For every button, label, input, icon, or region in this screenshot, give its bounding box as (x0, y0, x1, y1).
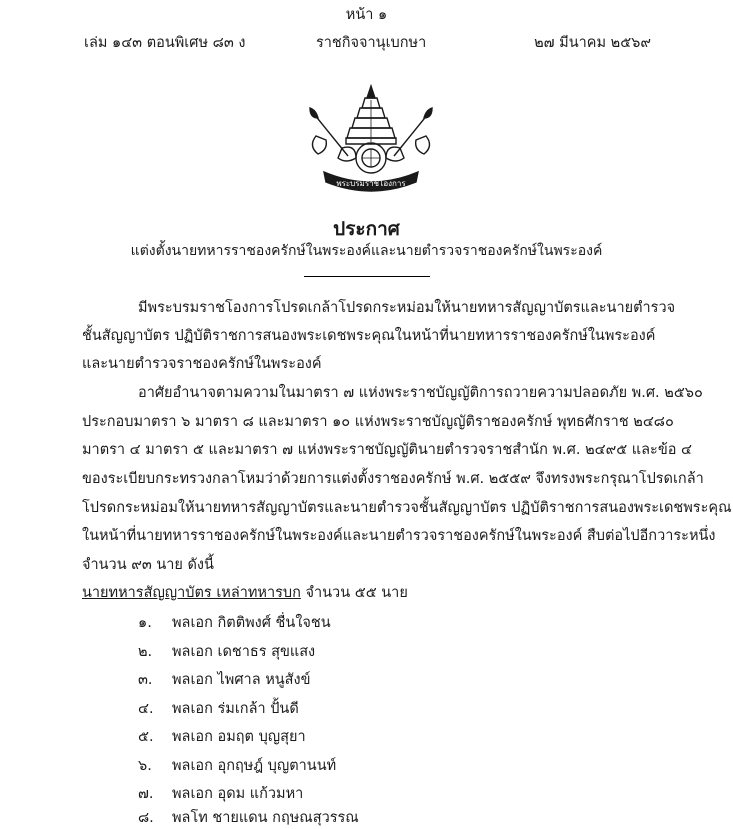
body-line: อาศัยอำนาจตามความในมาตรา ๗ แห่งพระราชบัญญัติการถวายความปลอดภัย พ.ศ. ๒๕๖๐ (138, 385, 703, 401)
page-number: หน้า ๑ (345, 7, 388, 23)
list-item (138, 754, 336, 777)
list-item-number: ๔. (138, 701, 154, 717)
list-item-number: ๗. (138, 786, 154, 802)
list-item-number: ๓. (138, 672, 153, 688)
officer-name: พลโท ชายแดน กฤษณสุวรรณ (172, 810, 359, 826)
body-line: มาตรา ๔ มาตรา ๕ และมาตรา ๗ แห่งพระราชบัญญัตินายตำรวจราชสำนัก พ.ศ. ๒๔๙๕ และข้อ ๔ (82, 442, 693, 458)
officer-name: พลเอก ร่มเกล้า ปั้นดี (172, 701, 299, 717)
body-line: และนายตำรวจราชองครักษ์ในพระองค์ (82, 356, 322, 372)
list-item (138, 640, 315, 663)
section-heading-unit: นายทหารสัญญาบัตร เหล่าทหารบก (82, 585, 301, 601)
body-line: จำนวน ๙๓ นาย ดังนี้ (82, 557, 214, 573)
list-item-number: ๕. (138, 729, 154, 745)
section-heading (82, 581, 408, 604)
officer-name: พลเอก อมฤต บุญสุยา (172, 729, 306, 745)
gazette-date: ๒๗ มีนาคม ๒๕๖๙ (534, 35, 651, 51)
officer-name: พลเอก เดชาธร สุขแสง (172, 644, 316, 660)
svg-text:พระบรมราชโองการ: พระบรมราชโองการ (336, 179, 406, 188)
list-item (138, 782, 303, 805)
body-line: ชั้นสัญญาบัตร ปฏิบัติราชการสนองพระเดชพระคุณในหน้าที่นายทหารราชองครักษ์ในพระองค์ (82, 328, 656, 344)
body-line: ในหน้าที่นายทหารราชองครักษ์ในพระองค์และนายตำรวจราชองครักษ์ในพระองค์ สืบต่อไปอีกวาระหนึ่ง (82, 528, 716, 544)
list-item-number: ๑. (138, 615, 152, 631)
body-line: มีพระบรมราชโองการโปรดเกล้าโปรดกระหม่อมให้นายทหารสัญญาบัตรและนายตำรวจ (138, 300, 676, 316)
body-line: โปรดกระหม่อมให้นายทหารสัญญาบัตรและนายตำรวจชั้นสัญญาบัตร ปฏิบัติราชการสนองพระเดชพระคุณ (82, 500, 732, 516)
list-item (138, 697, 299, 720)
royal-garuda-seal-icon (296, 84, 446, 196)
officer-name: พลเอก กิตติพงศ์ ชื่นใจชน (172, 615, 331, 631)
list-item-number: ๖. (138, 758, 152, 774)
document-title: ประกาศ (333, 218, 400, 240)
officer-name: พลเอก อุดม แก้วมหา (172, 786, 304, 802)
section-heading-count: จำนวน ๕๕ นาย (305, 585, 408, 601)
list-item (138, 725, 306, 748)
list-item (138, 611, 331, 634)
body-line: ของระเบียบกระทรวงกลาโหมว่าด้วยการแต่งตั้งราชองครักษ์ พ.ศ. ๒๕๕๙ จึงทรงพระกรุณาโปรดเกล้า (82, 471, 704, 487)
list-item-number: ๒. (138, 644, 153, 660)
title-divider (304, 276, 430, 277)
list-item-number: ๘. (138, 810, 154, 826)
officer-name: พลเอก ไพศาล หนูสังข์ (172, 672, 311, 688)
gazette-name: ราชกิจจานุเบกษา (316, 35, 427, 51)
document-subtitle: แต่งตั้งนายทหารราชองครักษ์ในพระองค์และนายตำรวจราชองครักษ์ในพระองค์ (130, 243, 603, 259)
body-line: ประกอบมาตรา ๖ มาตรา ๘ และมาตรา ๑๐ แห่งพระราชบัญญัติราชองครักษ์ พุทธศักราช ๒๔๘๐ (82, 414, 674, 430)
gazette-volume-issue: เล่ม ๑๔๓ ตอนพิเศษ ๘๓ ง (84, 35, 246, 51)
list-item (138, 668, 311, 691)
officer-name: พลเอก อุกฤษฎ์ บุญตานนท์ (172, 758, 337, 774)
